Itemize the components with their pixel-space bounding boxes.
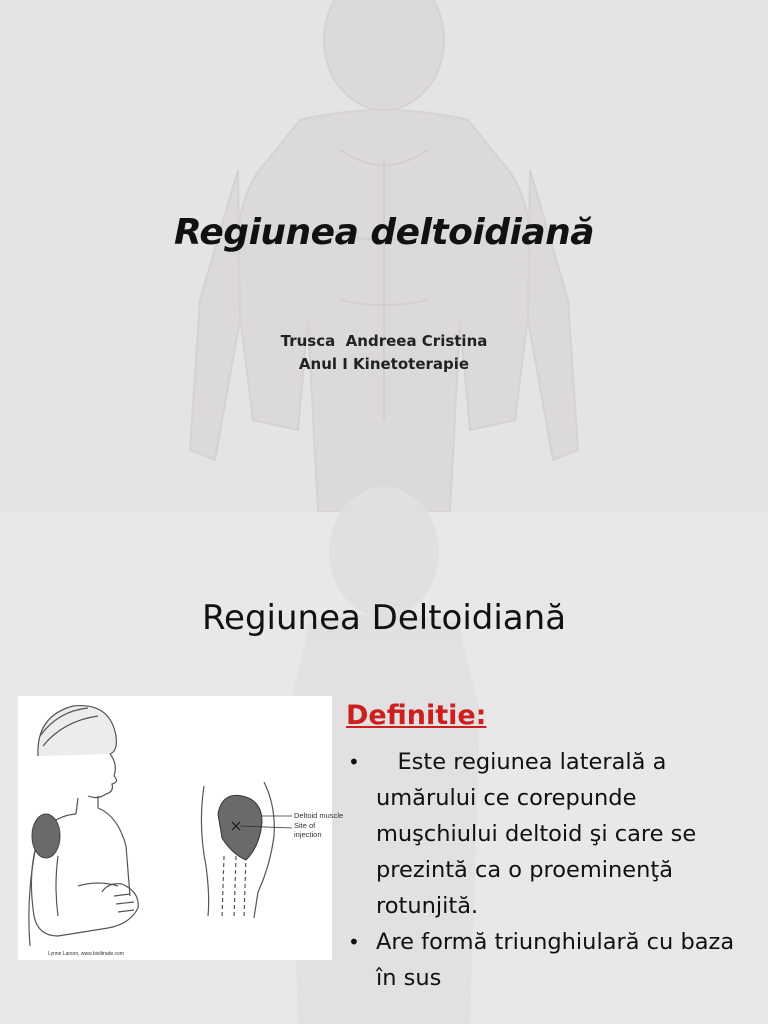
- bullet-item: [346, 924, 756, 996]
- course-name: Anul I Kinetoterapie: [298, 355, 470, 373]
- deltoid-shading: [32, 814, 60, 858]
- figure-credit: Lynne Larson, www.biolitrade.com: [48, 951, 124, 957]
- presentation-title: Regiunea deltoidiană: [173, 212, 595, 253]
- deltoid-muscle-closeup: [218, 795, 262, 860]
- definition-heading: Definitie:: [346, 700, 487, 731]
- author-info: [0, 330, 768, 376]
- child-arm-diagram: [18, 696, 344, 960]
- bullet-text: Este regiunea laterală a umărului ce corepunde muşchiului deltoid şi care se prezintă ca o proeminenţă rotunjită.: [376, 749, 704, 919]
- deltoid-illustration: [18, 696, 344, 960]
- bullet-text: Are formă triunghiulară cu baza în sus: [376, 929, 735, 991]
- definition-bullets: [346, 744, 756, 996]
- injection-site-label-2: injection: [294, 830, 322, 839]
- bullet-marker: •: [348, 930, 360, 954]
- injection-site-label-1: Site of: [294, 821, 316, 830]
- slide-title: Regiunea Deltoidiană: [201, 598, 567, 638]
- deltoid-muscle-label: Deltoid muscle: [294, 811, 344, 820]
- author-name: Trusca Andreea Cristina: [280, 332, 488, 350]
- bullet-item: [346, 744, 756, 924]
- bullet-marker: •: [348, 750, 360, 774]
